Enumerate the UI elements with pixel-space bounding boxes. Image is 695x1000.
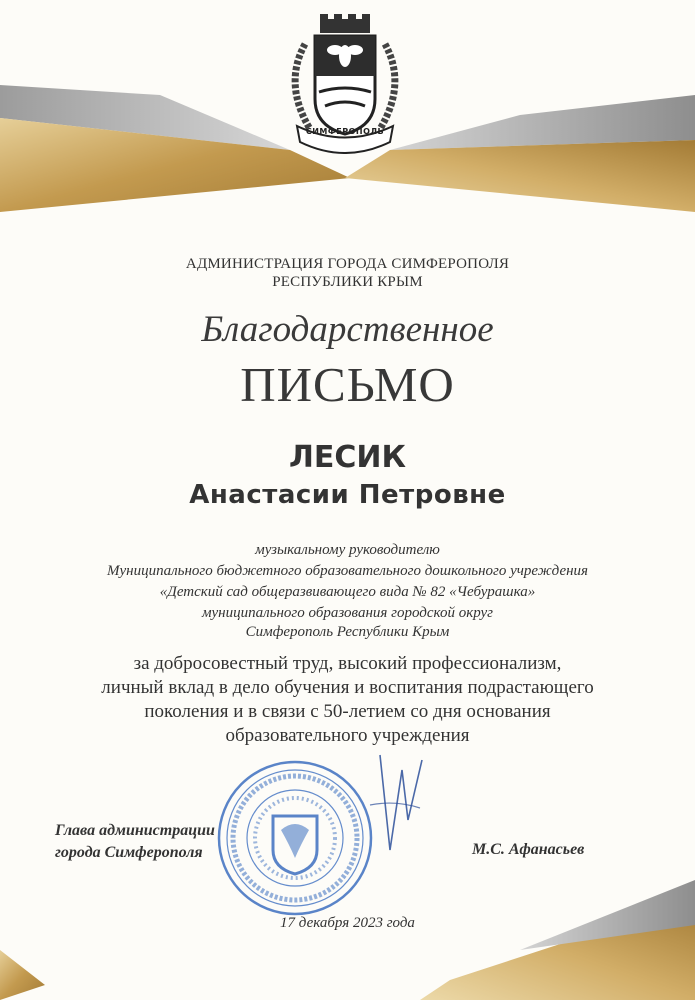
title-main-line: ПИСЬМО — [240, 357, 455, 412]
signatory-title-line-1: Глава администрации — [55, 822, 215, 839]
decor-bottom-left-gold — [0, 950, 45, 1000]
reason-line-4: образовательного учреждения — [225, 725, 470, 746]
position-line-3: «Детский сад общеразвивающего вида № 82 «Чебурашка» — [159, 584, 536, 600]
reason-line-2: личный вклад в дело обучения и воспитания подрастающего — [101, 677, 594, 698]
admin-line-1: АДМИНИСТРАЦИЯ ГОРОДА СИМФЕРОПОЛЯ — [185, 256, 510, 272]
issue-date: 17 декабря 2023 года — [280, 915, 415, 931]
reason-line-1: за добросовестный труд, высокий профессионализм, — [133, 653, 562, 674]
signatory-title — [55, 820, 275, 864]
recipient-name: Анастасии Петровне — [189, 480, 506, 510]
position-line-2: Муниципального бюджетного образовательного дошкольного учреждения — [106, 563, 589, 579]
title-script-line: Благодарственное — [201, 309, 494, 350]
admin-line-2: РЕСПУБЛИКИ КРЫМ — [272, 274, 423, 290]
emblem-ribbon-label: СИМФЕРОПОЛЬ — [305, 127, 385, 136]
reason-line-3: поколения и в связи с 50-летием со дня основания — [144, 701, 551, 722]
position-line-5: Симферополь Республики Крым — [245, 624, 450, 640]
position-line-4: муниципального образования городской округ — [201, 605, 494, 621]
recipient-surname: ЛЕСИК — [288, 440, 407, 475]
signatory-name: М.С. Афанасьев — [472, 841, 585, 858]
handwritten-signature-icon — [350, 750, 430, 860]
position-line-1: музыкальному руководителю — [255, 542, 440, 558]
signatory-title-line-2: города Симферополя — [55, 844, 203, 861]
